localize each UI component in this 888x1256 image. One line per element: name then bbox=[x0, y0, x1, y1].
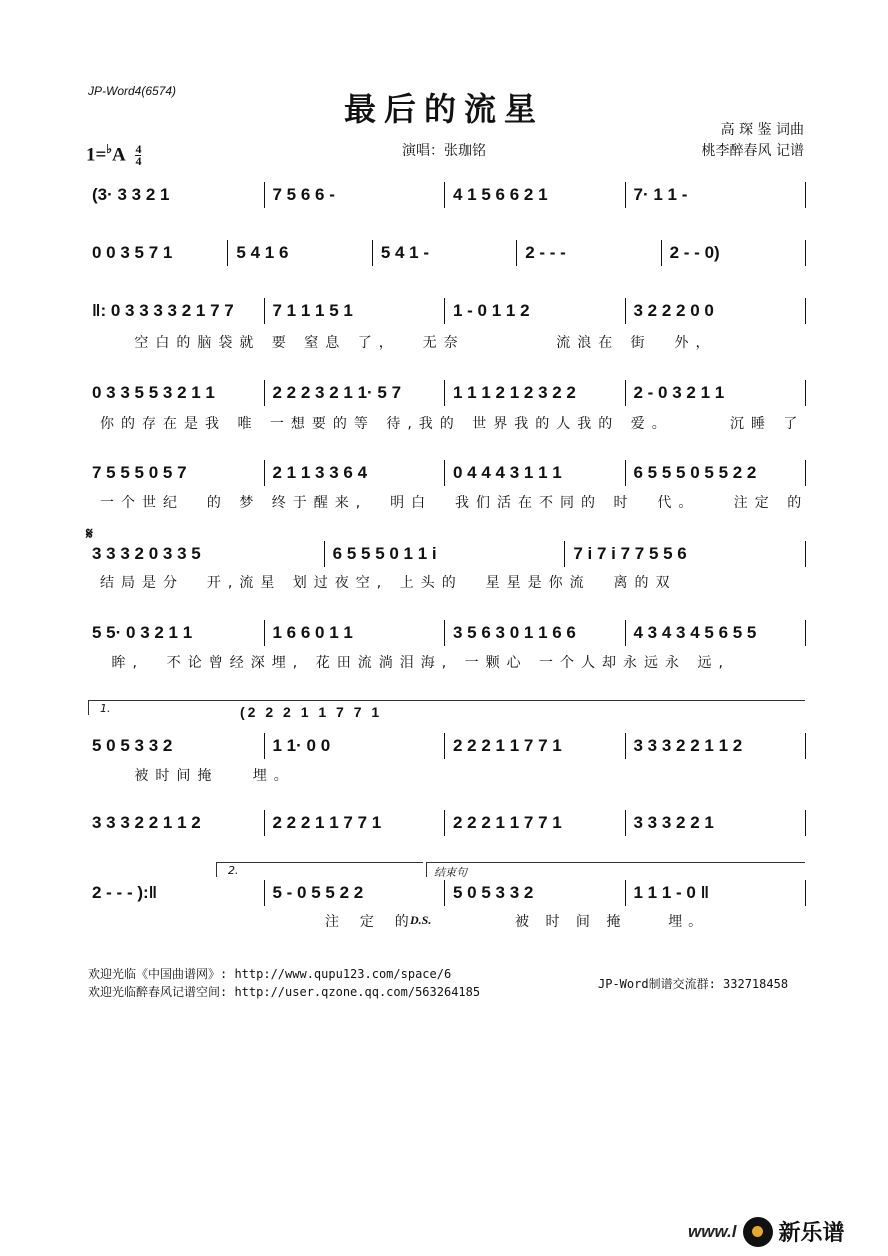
lyrics-line: 一个世纪 的 梦 终于醒来, 明白 我们活在不同的 时 代。 注定 的 bbox=[100, 495, 809, 511]
footer-line-1: 欢迎光临《中国曲谱网》: http://www.qupu123.com/space/6 bbox=[88, 967, 452, 981]
credits bbox=[702, 120, 804, 162]
measure: 5 - 0 5 5 2 2 bbox=[265, 880, 446, 906]
measure: 6 5 5 5 0 1 1 i bbox=[325, 541, 566, 567]
measure: 7 5 5 5 0 5 7 bbox=[84, 460, 265, 486]
end-phrase-label: 结束句 bbox=[434, 866, 467, 879]
measure: 4 1 5 6 6 2 1 bbox=[445, 182, 626, 208]
measure: 1 1· 0 0 bbox=[265, 733, 446, 759]
measure: 1 - 0 1 1 2 bbox=[445, 298, 626, 324]
measure: 5 0 5 3 3 2 bbox=[84, 733, 265, 759]
ending-bracket-2 bbox=[216, 862, 423, 877]
vinyl-disc-icon bbox=[743, 1217, 773, 1247]
footer-group: JP-Word制谱交流群: 332718458 bbox=[598, 977, 789, 991]
score-row bbox=[84, 733, 806, 759]
singer: 演唱：张珈铭 bbox=[402, 143, 486, 159]
time-denominator: 4 bbox=[135, 154, 142, 169]
watermark-logo bbox=[688, 1216, 845, 1247]
score-row bbox=[84, 810, 806, 836]
measure: 5 5· 0 3 2 1 1 bbox=[84, 620, 265, 646]
dal-segno-mark: D.S. bbox=[410, 913, 432, 927]
lyrics-line: 你的存在是我 唯 一想要的等 待,我的 世界我的人我的 爱。 沉睡 了 bbox=[100, 416, 805, 432]
score-row bbox=[84, 380, 806, 406]
score-row bbox=[84, 541, 806, 567]
ending-bracket-end bbox=[426, 862, 805, 877]
measure: 0 0 3 5 7 1 bbox=[84, 240, 228, 266]
measure: 5 0 5 3 3 2 bbox=[445, 880, 626, 906]
interlude-notes: (2 2 2 1 1 7 7 1 bbox=[240, 704, 383, 720]
score-row bbox=[84, 240, 806, 266]
key-note: A bbox=[112, 144, 125, 166]
measure: 1 1 1 - 0 ‖ bbox=[626, 880, 807, 906]
measure: 5 4 1 - bbox=[373, 240, 517, 266]
watermark-brand: 新乐谱 bbox=[778, 1221, 845, 1246]
footer-line-2: 欢迎光临醉春风记谱空间: http://user.qzone.qq.com/563264185 bbox=[88, 985, 481, 999]
measure: 2 2 2 1 1 7 7 1 bbox=[265, 810, 446, 836]
time-numerator: 4 bbox=[135, 142, 142, 157]
transcriber: 桃李醉春风 记谱 bbox=[701, 143, 804, 159]
lyrics-line: 空白的脑袋就 要 窒息 了， 无奈 流浪在 街 外， bbox=[100, 335, 717, 351]
measure: 2 - 0 3 2 1 1 bbox=[626, 380, 807, 406]
measure: 0 4 4 4 3 1 1 1 bbox=[445, 460, 626, 486]
measure: 6 5 5 5 0 5 5 2 2 bbox=[626, 460, 807, 486]
measure: 3 2 2 2 0 0 bbox=[626, 298, 807, 324]
key-label: 1= bbox=[86, 144, 107, 166]
measure: 3 3 3 2 2 1 bbox=[626, 810, 807, 836]
lyrics-line: 注 定 的 bbox=[325, 914, 413, 930]
composer: 高 琛 鉴 词曲 bbox=[720, 122, 804, 138]
measure: 2 - - - ):‖ bbox=[84, 880, 265, 906]
measure: 3 3 3 2 0 3 3 5 bbox=[84, 541, 325, 567]
score-row bbox=[84, 460, 806, 486]
lyrics-line: 被 时 间 掩 埋。 bbox=[515, 914, 709, 930]
score-row bbox=[84, 182, 806, 208]
segno-sign: 𝄋 bbox=[86, 524, 93, 543]
measure: 3 3 3 2 2 1 1 2 bbox=[84, 810, 265, 836]
measure: 2 1 1 3 3 6 4 bbox=[265, 460, 446, 486]
measure: 7 i 7 i 7 7 5 5 6 bbox=[565, 541, 806, 567]
flat-sign: ♭ bbox=[106, 142, 112, 156]
measure: 5 4 1 6 bbox=[228, 240, 372, 266]
measure: 3 3 3 2 2 1 1 2 bbox=[626, 733, 807, 759]
measure: 1 6 6 0 1 1 bbox=[265, 620, 446, 646]
ending-bracket-1 bbox=[88, 700, 805, 715]
song-title: 最后的流星 bbox=[343, 90, 544, 128]
ending-label-2: 2. bbox=[228, 864, 239, 877]
measure: 2 - - - bbox=[517, 240, 661, 266]
measure: 1 1 1 2 1 2 3 2 2 bbox=[445, 380, 626, 406]
watermark-url: www.l bbox=[688, 1221, 737, 1241]
ending-label-1: 1. bbox=[100, 702, 111, 715]
lyrics-line: 被时间掩 埋。 bbox=[100, 768, 295, 784]
measure: 2 2 2 1 1 7 7 1 bbox=[445, 810, 626, 836]
lyrics-line: 眸, 不论曾经深埋, 花田流淌泪海, 一颗心 一个人却永远永 远, bbox=[100, 655, 730, 671]
measure: 2 2 2 1 1 7 7 1 bbox=[445, 733, 626, 759]
lyrics-line: 结局是分 开,流星 划过夜空, 上头的 星星是你流 离的双 bbox=[100, 575, 677, 591]
measure: 7· 1 1 - bbox=[626, 182, 807, 208]
measure: 0 3 3 5 5 3 2 1 1 bbox=[84, 380, 265, 406]
score-row bbox=[84, 880, 806, 906]
measure: 4 3 4 3 4 5 6 5 5 bbox=[626, 620, 807, 646]
score-row bbox=[84, 298, 806, 324]
measure: 2 2 2 3 2 1 1· 5 7 bbox=[265, 380, 446, 406]
measure: ‖: 0 3 3 3 3 2 1 7 7 bbox=[84, 298, 265, 324]
measure: (3· 3 3 2 1 bbox=[84, 182, 265, 208]
measure: 2 - - 0) bbox=[662, 240, 806, 266]
measure: 7 5 6 6 - bbox=[265, 182, 446, 208]
footer-links bbox=[88, 965, 480, 1001]
measure: 3 5 6 3 0 1 1 6 6 bbox=[445, 620, 626, 646]
software-version: JP-Word4(6574) bbox=[88, 84, 177, 98]
score-row bbox=[84, 620, 806, 646]
measure: 7 1 1 1 5 1 bbox=[265, 298, 446, 324]
